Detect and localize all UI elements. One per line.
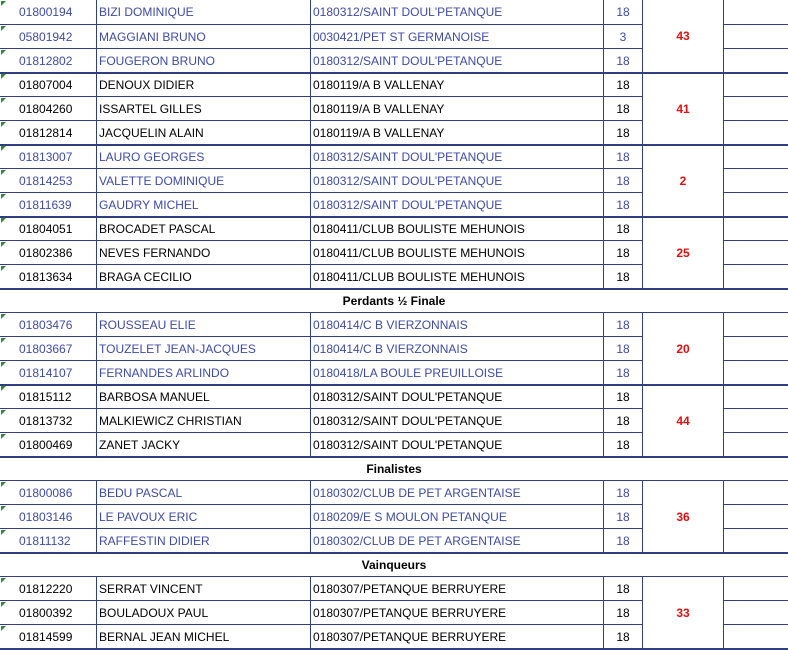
licence-cell[interactable]	[0, 241, 97, 265]
club-cell[interactable]: 0180414/C B VIERZONNAIS	[311, 313, 604, 337]
empty-column	[724, 145, 788, 217]
club-cell[interactable]: 0180312/SAINT DOUL'PETANQUE	[311, 385, 604, 409]
empty-cell[interactable]	[724, 121, 788, 145]
empty-cell[interactable]	[724, 97, 788, 121]
licence-cell[interactable]	[0, 265, 97, 289]
category-cell[interactable]: 3	[604, 25, 643, 49]
empty-cell[interactable]	[724, 241, 788, 265]
empty-cell[interactable]	[724, 337, 788, 361]
club-cell[interactable]: 0180307/PETANQUE BERRUYERE	[311, 577, 604, 601]
comment-marker-icon	[1, 362, 6, 367]
club-cell[interactable]: 0030421/PET ST GERMANOISE	[311, 25, 604, 49]
licence-text: 01803476	[19, 318, 73, 332]
category-cell[interactable]: 18	[604, 193, 643, 217]
licence-text: 01812220	[19, 582, 73, 596]
category-cell[interactable]: 18	[604, 385, 643, 409]
comment-marker-icon	[1, 578, 6, 583]
club-cell[interactable]: 0180312/SAINT DOUL'PETANQUE	[311, 49, 604, 73]
club-cell[interactable]: 0180411/CLUB BOULISTE MEHUNOIS	[311, 241, 604, 265]
team-score-cell[interactable]: 36	[643, 481, 724, 553]
licence-text: 01811132	[19, 534, 71, 548]
empty-cell[interactable]	[724, 193, 788, 217]
player-name-cell[interactable]: BIZI DOMINIQUE	[97, 0, 311, 25]
comment-marker-icon	[1, 122, 6, 127]
club-cell[interactable]: 0180418/LA BOULE PREUILLOISE	[311, 361, 604, 385]
comment-marker-icon	[1, 98, 6, 103]
player-name-cell[interactable]: FOUGERON BRUNO	[97, 49, 311, 73]
team-score-cell[interactable]: 41	[643, 73, 724, 145]
comment-marker-icon	[1, 1, 6, 6]
licence-cell[interactable]	[0, 169, 97, 193]
club-cell[interactable]: 0180414/C B VIERZONNAIS	[311, 337, 604, 361]
licence-text: 01800469	[19, 438, 73, 452]
licence-text: 01815112	[19, 390, 72, 404]
player-name-cell[interactable]: BARBOSA MANUEL	[97, 385, 311, 409]
comment-marker-icon	[1, 482, 6, 487]
comment-marker-icon	[1, 26, 6, 31]
comment-marker-icon	[1, 266, 6, 271]
club-cell[interactable]: 0180209/E S MOULON PETANQUE	[311, 505, 604, 529]
comment-marker-icon	[1, 530, 6, 535]
player-name-cell[interactable]: DENOUX DIDIER	[97, 73, 311, 97]
comment-marker-icon	[1, 218, 6, 223]
empty-column	[724, 481, 788, 553]
category-cell[interactable]: 18	[604, 313, 643, 337]
section-heading: Finalistes	[0, 457, 788, 481]
empty-column	[724, 73, 788, 145]
licence-text: 01812802	[19, 54, 73, 68]
licence-cell[interactable]	[0, 385, 97, 409]
empty-column	[724, 577, 788, 649]
section-heading: Vainqueurs	[0, 553, 788, 577]
category-cell[interactable]: 18	[604, 529, 643, 553]
empty-cell[interactable]	[724, 625, 788, 649]
licence-cell[interactable]	[0, 313, 97, 337]
empty-cell[interactable]	[724, 49, 788, 73]
player-name-cell[interactable]: FERNANDES ARLINDO	[97, 361, 311, 385]
club-cell[interactable]: 0180312/SAINT DOUL'PETANQUE	[311, 193, 604, 217]
licence-text: 01803667	[19, 342, 73, 356]
club-cell[interactable]: 0180119/A B VALLENAY	[311, 121, 604, 145]
licence-text: 01803146	[19, 510, 73, 524]
empty-cell[interactable]	[724, 529, 788, 553]
team-block	[0, 481, 788, 553]
licence-text: 01802386	[19, 246, 73, 260]
empty-column	[724, 0, 788, 73]
empty-cell[interactable]	[724, 433, 788, 457]
team-block	[0, 0, 788, 73]
section-heading: Perdants ½ Finale	[0, 289, 788, 313]
empty-cell[interactable]	[724, 169, 788, 193]
club-cell[interactable]: 0180411/CLUB BOULISTE MEHUNOIS	[311, 217, 604, 241]
club-cell[interactable]: 0180312/SAINT DOUL'PETANQUE	[311, 169, 604, 193]
licence-text: 05801942	[19, 30, 73, 44]
club-cell[interactable]: 0180302/CLUB DE PET ARGENTAISE	[311, 481, 604, 505]
category-cell[interactable]: 18	[604, 241, 643, 265]
licence-cell[interactable]	[0, 481, 97, 505]
licence-text: 01804051	[19, 222, 73, 236]
empty-cell[interactable]	[724, 577, 788, 601]
category-cell[interactable]: 18	[604, 505, 643, 529]
empty-cell[interactable]	[724, 385, 788, 409]
club-cell[interactable]: 0180302/CLUB DE PET ARGENTAISE	[311, 529, 604, 553]
empty-cell[interactable]	[724, 25, 788, 49]
category-cell[interactable]: 18	[604, 481, 643, 505]
licence-cell[interactable]	[0, 49, 97, 73]
comment-marker-icon	[1, 506, 6, 511]
licence-text: 01804260	[19, 102, 73, 116]
category-cell[interactable]: 18	[604, 145, 643, 169]
club-cell[interactable]: 0180312/SAINT DOUL'PETANQUE	[311, 145, 604, 169]
category-cell[interactable]: 18	[604, 625, 643, 649]
licence-text: 01800392	[19, 606, 73, 620]
player-name-cell[interactable]: BEDU PASCAL	[97, 481, 311, 505]
licence-cell[interactable]	[0, 97, 97, 121]
category-cell[interactable]: 18	[604, 121, 643, 145]
comment-marker-icon	[1, 146, 6, 151]
licence-text: 01811639	[19, 198, 72, 212]
team-score-cell[interactable]: 2	[643, 145, 724, 217]
team-block	[0, 577, 788, 649]
licence-text: 01814599	[19, 630, 73, 644]
team-block	[0, 313, 788, 385]
player-name-cell[interactable]: BRAGA CECILIO	[97, 265, 311, 289]
licence-cell[interactable]	[0, 433, 97, 457]
category-cell[interactable]: 18	[604, 601, 643, 625]
player-name-cell[interactable]: LE PAVOUX ERIC	[97, 505, 311, 529]
empty-cell[interactable]	[724, 409, 788, 433]
licence-text: 01800194	[19, 5, 73, 19]
club-cell[interactable]: 0180411/CLUB BOULISTE MEHUNOIS	[311, 265, 604, 289]
category-cell[interactable]: 18	[604, 73, 643, 97]
category-cell[interactable]: 18	[604, 0, 643, 25]
licence-cell[interactable]	[0, 505, 97, 529]
licence-cell[interactable]	[0, 25, 97, 49]
team-score-cell[interactable]: 43	[643, 0, 724, 73]
team-block	[0, 385, 788, 457]
empty-cell[interactable]	[724, 265, 788, 289]
player-name-cell[interactable]: ISSARTEL GILLES	[97, 97, 311, 121]
club-cell[interactable]: 0180312/SAINT DOUL'PETANQUE	[311, 409, 604, 433]
licence-cell[interactable]	[0, 0, 97, 25]
empty-column	[724, 313, 788, 385]
comment-marker-icon	[1, 602, 6, 607]
club-cell[interactable]: 0180119/A B VALLENAY	[311, 97, 604, 121]
category-cell[interactable]: 18	[604, 361, 643, 385]
club-cell[interactable]: 0180307/PETANQUE BERRUYERE	[311, 625, 604, 649]
club-cell[interactable]: 0180312/SAINT DOUL'PETANQUE	[311, 0, 604, 25]
licence-cell[interactable]	[0, 601, 97, 625]
empty-cell[interactable]	[724, 505, 788, 529]
empty-cell[interactable]	[724, 601, 788, 625]
player-name-cell[interactable]: TOUZELET JEAN-JACQUES	[97, 337, 311, 361]
comment-marker-icon	[1, 194, 6, 199]
empty-column	[724, 385, 788, 457]
empty-cell[interactable]	[724, 481, 788, 505]
category-cell[interactable]: 18	[604, 265, 643, 289]
club-cell[interactable]: 0180119/A B VALLENAY	[311, 73, 604, 97]
player-name-cell[interactable]: ZANET JACKY	[97, 433, 311, 457]
club-cell[interactable]: 0180312/SAINT DOUL'PETANQUE	[311, 433, 604, 457]
licence-text: 01813007	[19, 150, 73, 164]
player-name-cell[interactable]: MAGGIANI BRUNO	[97, 25, 311, 49]
player-name-cell[interactable]: BOULADOUX PAUL	[97, 601, 311, 625]
player-name-cell[interactable]: BROCADET PASCAL	[97, 217, 311, 241]
club-cell[interactable]: 0180307/PETANQUE BERRUYERE	[311, 601, 604, 625]
licence-text: 01814253	[19, 174, 73, 188]
player-name-cell[interactable]: JACQUELIN ALAIN	[97, 121, 311, 145]
team-score-cell[interactable]: 20	[643, 313, 724, 385]
comment-marker-icon	[1, 410, 6, 415]
comment-marker-icon	[1, 314, 6, 319]
comment-marker-icon	[1, 434, 6, 439]
comment-marker-icon	[1, 386, 6, 391]
team-score-cell[interactable]: 25	[643, 217, 724, 289]
team-score-cell[interactable]: 33	[643, 577, 724, 649]
category-cell[interactable]: 18	[604, 577, 643, 601]
player-name-cell[interactable]: GAUDRY MICHEL	[97, 193, 311, 217]
licence-text: 01812814	[19, 126, 73, 140]
licence-text: 01800086	[19, 486, 73, 500]
licence-cell[interactable]	[0, 625, 97, 649]
empty-cell[interactable]	[724, 0, 788, 25]
comment-marker-icon	[1, 338, 6, 343]
licence-cell[interactable]	[0, 337, 97, 361]
empty-cell[interactable]	[724, 145, 788, 169]
licence-cell[interactable]	[0, 193, 97, 217]
team-block	[0, 73, 788, 145]
comment-marker-icon	[1, 74, 6, 79]
licence-cell[interactable]	[0, 577, 97, 601]
licence-text: 01807004	[19, 78, 73, 92]
category-cell[interactable]: 18	[604, 433, 643, 457]
licence-cell[interactable]	[0, 121, 97, 145]
team-block	[0, 145, 788, 217]
licence-cell[interactable]	[0, 217, 97, 241]
licence-text: 01814107	[19, 366, 73, 380]
comment-marker-icon	[1, 242, 6, 247]
licence-cell[interactable]	[0, 145, 97, 169]
licence-text: 01813732	[19, 414, 73, 428]
licence-text: 01813634	[19, 270, 73, 284]
licence-cell[interactable]	[0, 73, 97, 97]
licence-cell[interactable]	[0, 529, 97, 553]
comment-marker-icon	[1, 626, 6, 631]
category-cell[interactable]: 18	[604, 409, 643, 433]
empty-column	[724, 217, 788, 289]
empty-cell[interactable]	[724, 73, 788, 97]
player-name-cell[interactable]: MALKIEWICZ CHRISTIAN	[97, 409, 311, 433]
category-cell[interactable]: 18	[604, 217, 643, 241]
empty-cell[interactable]	[724, 313, 788, 337]
empty-cell[interactable]	[724, 361, 788, 385]
player-name-cell[interactable]: ROUSSEAU ELIE	[97, 313, 311, 337]
team-score-cell[interactable]: 44	[643, 385, 724, 457]
comment-marker-icon	[1, 170, 6, 175]
licence-cell[interactable]	[0, 409, 97, 433]
category-cell[interactable]: 18	[604, 169, 643, 193]
player-name-cell[interactable]: RAFFESTIN DIDIER	[97, 529, 311, 553]
player-name-cell[interactable]: BERNAL JEAN MICHEL	[97, 625, 311, 649]
category-cell[interactable]: 18	[604, 49, 643, 73]
player-name-cell[interactable]: LAURO GEORGES	[97, 145, 311, 169]
comment-marker-icon	[1, 50, 6, 55]
team-block	[0, 217, 788, 289]
player-name-cell[interactable]: VALETTE DOMINIQUE	[97, 169, 311, 193]
player-name-cell[interactable]: NEVES FERNANDO	[97, 241, 311, 265]
empty-cell[interactable]	[724, 217, 788, 241]
category-cell[interactable]: 18	[604, 337, 643, 361]
category-cell[interactable]: 18	[604, 97, 643, 121]
player-name-cell[interactable]: SERRAT VINCENT	[97, 577, 311, 601]
licence-cell[interactable]	[0, 361, 97, 385]
